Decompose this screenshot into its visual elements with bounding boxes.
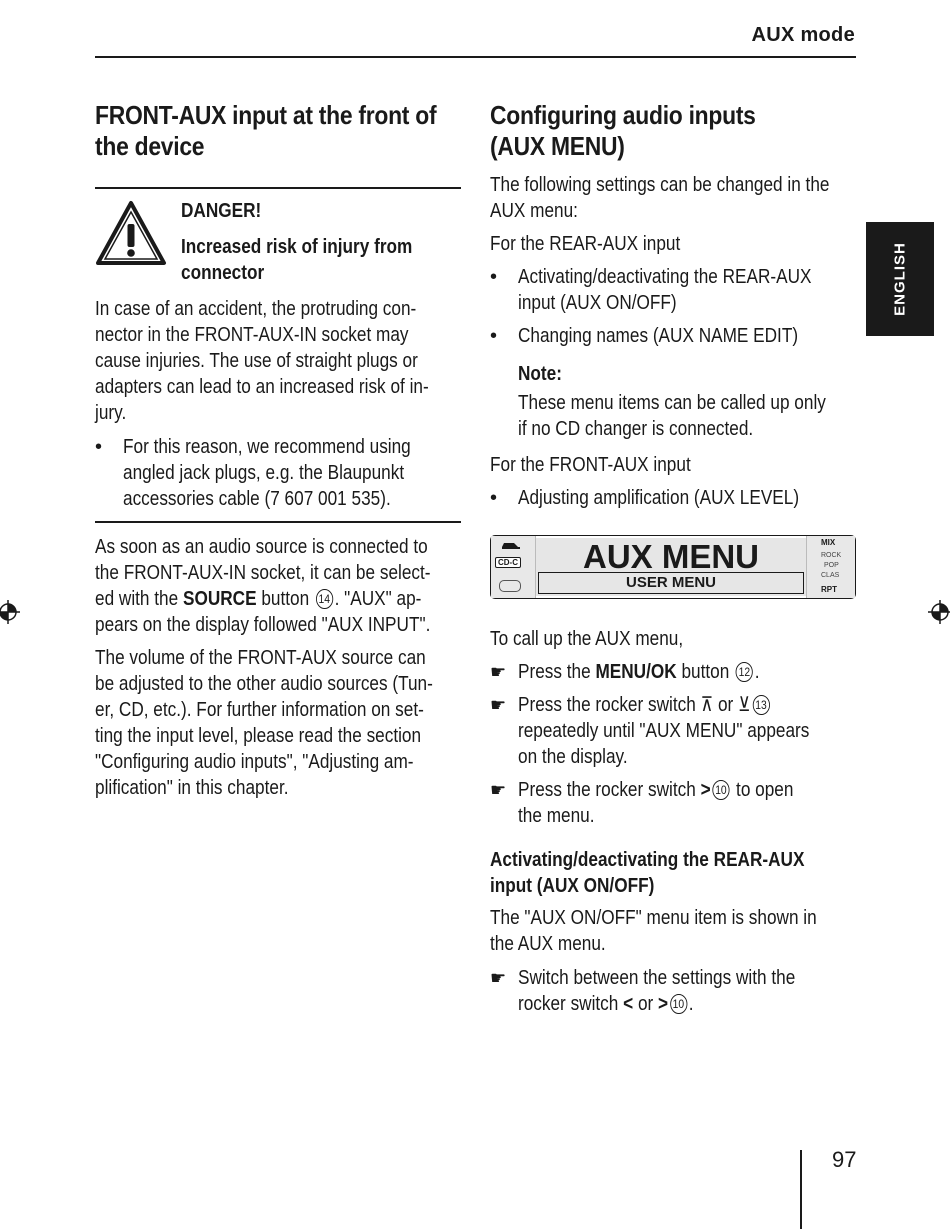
button-number-badge: 10 <box>712 780 729 800</box>
rear-aux-label: For the REAR-AUX input <box>490 233 681 255</box>
rocker-left-icon: < <box>623 993 634 1015</box>
bullet-icon: • <box>490 266 498 288</box>
registration-mark-icon <box>0 600 20 624</box>
bullet-icon: • <box>490 325 498 347</box>
instruction-step: ☛ Press the rocker switch ⊼ or ⊻ 13 repeatedly until "AUX MENU" appears on the display. <box>490 694 810 768</box>
rocker-up-icon: ⊼ <box>700 694 714 716</box>
section-heading-configuring: Configuring audio inputs (AUX MENU) <box>490 100 756 161</box>
warning-triangle-icon <box>95 200 167 266</box>
button-number-badge: 10 <box>670 994 687 1014</box>
page-header-title: AUX mode <box>751 24 855 46</box>
page-number: 97 <box>832 1147 857 1172</box>
lcd-main-area <box>536 538 806 596</box>
instruction-step: ☛ Press the MENU/OK button 12 . <box>490 661 760 683</box>
car-icon <box>500 540 522 550</box>
rpt-indicator: RPT <box>821 585 837 594</box>
rocker-down-icon: ⊻ <box>738 694 751 716</box>
aux-on-off-text: The "AUX ON/OFF" menu item is shown in the AUX menu. <box>490 907 817 955</box>
preset-rock: ROCK <box>821 552 842 559</box>
list-item: • Changing names (AUX NAME EDIT) <box>490 325 799 347</box>
list-item: • Activating/deactivating the REAR-AUX input (AUX ON/OFF) <box>490 266 812 314</box>
paragraph-volume: The volume of the FRONT-AUX source can be adjusted to the other audio sources (Tun- er, CD, etc.). For further information on set- ting the input level, please read the section "Configuring audio inputs", "Adjusting am- plification" in this chapter. <box>95 647 433 799</box>
lcd-display <box>490 535 856 599</box>
lcd-title: AUX MENU <box>582 538 759 575</box>
button-number-badge: 12 <box>736 662 753 682</box>
preset-pop: POP <box>824 562 839 569</box>
warning-text: In case of an accident, the protruding con- nector in the FRONT-AUX-IN socket may cause injuries. The use of straight plugs or adapters can lead to an increased risk of in- jury. <box>95 298 429 424</box>
intro-text: The following settings can be changed in the AUX menu: <box>490 174 830 222</box>
lcd-left-panel <box>491 536 536 598</box>
pointing-hand-icon: ☛ <box>490 780 507 800</box>
danger-bottom-rule <box>95 521 461 523</box>
pointing-hand-icon: ☛ <box>490 695 507 715</box>
pointing-hand-icon: ☛ <box>490 968 507 988</box>
front-aux-label: For the FRONT-AUX input <box>490 454 691 476</box>
paragraph-source: As soon as an audio source is connected to the FRONT-AUX-IN socket, it can be select- ed with the SOURCE button 14 . "AUX" ap- pears on the display followed "AUX INPUT". <box>95 536 431 636</box>
instruction-step: ☛ Press the rocker switch > 10 to open the menu. <box>490 779 794 827</box>
header-rule <box>95 56 856 58</box>
list-item: • For this reason, we recommend using angled jack plugs, e.g. the Blaupunkt accessories cable (7 607 001 535). <box>95 436 411 510</box>
list-item: • Adjusting amplification (AUX LEVEL) <box>490 487 800 509</box>
mp3-icon <box>499 580 521 592</box>
preset-clas: CLAS <box>821 572 840 579</box>
pointing-hand-icon: ☛ <box>490 662 507 682</box>
lcd-subtitle: USER MENU <box>538 572 804 594</box>
language-tab-label: ENGLISH <box>891 242 909 316</box>
button-number-badge: 13 <box>752 695 769 715</box>
cdc-indicator: CD-C <box>495 557 521 568</box>
rocker-right-icon: > <box>658 993 669 1015</box>
danger-label: DANGER! <box>181 200 262 222</box>
bullet-icon: • <box>95 436 103 458</box>
mix-indicator: MIX <box>821 538 836 547</box>
call-up-text: To call up the AUX menu, <box>490 628 684 650</box>
section-heading-front-aux: FRONT-AUX input at the front of the device <box>95 100 437 161</box>
button-number-badge: 14 <box>316 589 333 609</box>
note-label: Note: <box>518 363 562 385</box>
subheading-aux-on-off: Activating/deactivating the REAR-AUX input (AUX ON/OFF) <box>490 849 805 897</box>
danger-subtitle: Increased risk of injury from connector <box>181 236 413 284</box>
bullet-icon: • <box>490 487 498 509</box>
note-text: These menu items can be called up only if no CD changer is connected. <box>518 392 826 440</box>
registration-mark-icon <box>928 600 950 624</box>
instruction-step: ☛ Switch between the settings with the rocker switch < or > 10 . <box>490 967 796 1015</box>
rocker-right-icon: > <box>700 779 711 801</box>
danger-top-rule <box>95 187 461 189</box>
footer-rule <box>800 1150 802 1229</box>
lcd-right-panel <box>806 536 855 598</box>
